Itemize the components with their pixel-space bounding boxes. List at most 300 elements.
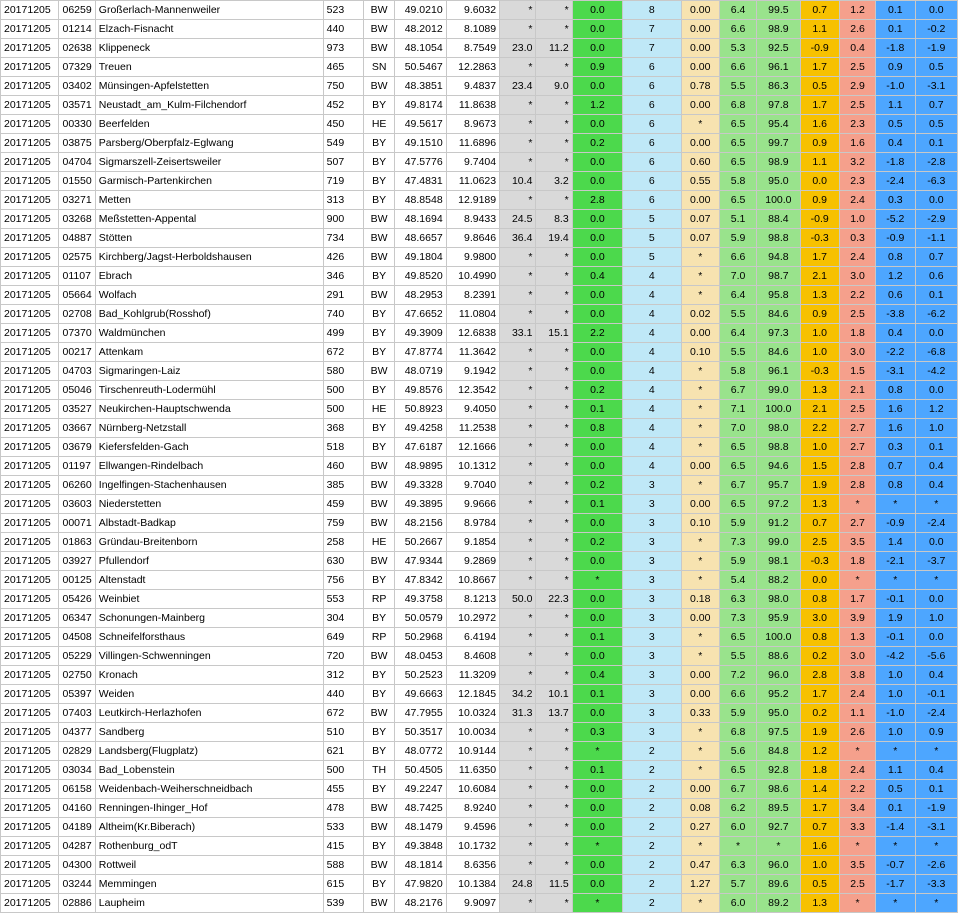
state-cell: BY — [364, 666, 395, 685]
state-cell: BY — [364, 419, 395, 438]
state-cell: BW — [364, 39, 395, 58]
amount-cell: 0.00 — [681, 495, 719, 514]
dew2-cell: -4.2 — [915, 362, 957, 381]
tmin-cell: 1.5 — [839, 362, 875, 381]
state-cell: BW — [364, 476, 395, 495]
longitude-cell: 10.1312 — [446, 457, 499, 476]
longitude-cell: 10.0034 — [446, 723, 499, 742]
longitude-cell: 10.4990 — [446, 267, 499, 286]
precip-cell: 0.0 — [572, 210, 622, 229]
days-cell: 3 — [623, 514, 681, 533]
latitude-cell: 48.1054 — [395, 39, 446, 58]
humidity-cell: 99.7 — [757, 134, 800, 153]
snow-depth-cell: * — [500, 20, 536, 39]
station-id-cell: 00125 — [59, 571, 95, 590]
snow-water-cell: * — [536, 723, 572, 742]
table-row — [1, 286, 958, 305]
tmin-cell: 2.7 — [839, 514, 875, 533]
tmin-cell: 3.9 — [839, 609, 875, 628]
snow-depth-cell: * — [500, 457, 536, 476]
amount-cell: * — [681, 400, 719, 419]
station-name-cell: Sandberg — [95, 723, 323, 742]
latitude-cell: 48.9895 — [395, 457, 446, 476]
snow-depth-cell: * — [500, 362, 536, 381]
table-row — [1, 248, 958, 267]
dew2-cell: 0.0 — [915, 191, 957, 210]
tmin-cell: 2.5 — [839, 58, 875, 77]
altitude-cell: 553 — [323, 590, 363, 609]
tmax-cell: 2.8 — [800, 666, 839, 685]
value1-cell: 6.5 — [719, 153, 756, 172]
state-cell: BW — [364, 1, 395, 20]
altitude-cell: 539 — [323, 894, 363, 913]
days-cell: 3 — [623, 495, 681, 514]
table-row — [1, 96, 958, 115]
station-id-cell: 03927 — [59, 552, 95, 571]
latitude-cell: 48.8548 — [395, 191, 446, 210]
days-cell: 4 — [623, 343, 681, 362]
dew2-cell: 0.4 — [915, 457, 957, 476]
station-id-cell: 03679 — [59, 438, 95, 457]
days-cell: 2 — [623, 875, 681, 894]
humidity-cell: 89.2 — [757, 894, 800, 913]
snow-depth-cell: * — [500, 191, 536, 210]
tmin-cell: 1.8 — [839, 552, 875, 571]
station-name-cell: Bad_Lobenstein — [95, 761, 323, 780]
date-cell: 20171205 — [1, 362, 59, 381]
dew2-cell: 0.0 — [915, 533, 957, 552]
date-cell: 20171205 — [1, 286, 59, 305]
altitude-cell: 523 — [323, 1, 363, 20]
snow-water-cell: 19.4 — [536, 229, 572, 248]
value1-cell: 6.5 — [719, 191, 756, 210]
days-cell: 4 — [623, 324, 681, 343]
dew1-cell: -2.1 — [876, 552, 915, 571]
tmax-cell: 2.5 — [800, 533, 839, 552]
precip-cell: 0.4 — [572, 666, 622, 685]
humidity-cell: 94.8 — [757, 248, 800, 267]
snow-water-cell: * — [536, 495, 572, 514]
tmax-cell: 0.5 — [800, 77, 839, 96]
date-cell: 20171205 — [1, 153, 59, 172]
snow-water-cell: 13.7 — [536, 704, 572, 723]
tmin-cell: 2.6 — [839, 20, 875, 39]
snow-depth-cell: * — [500, 267, 536, 286]
date-cell: 20171205 — [1, 343, 59, 362]
days-cell: 6 — [623, 96, 681, 115]
date-cell: 20171205 — [1, 476, 59, 495]
state-cell: BY — [364, 381, 395, 400]
days-cell: 3 — [623, 685, 681, 704]
days-cell: 4 — [623, 305, 681, 324]
altitude-cell: 500 — [323, 400, 363, 419]
longitude-cell: 9.9666 — [446, 495, 499, 514]
humidity-cell: 88.6 — [757, 647, 800, 666]
days-cell: 2 — [623, 761, 681, 780]
date-cell: 20171205 — [1, 20, 59, 39]
latitude-cell: 48.2012 — [395, 20, 446, 39]
latitude-cell: 49.3909 — [395, 324, 446, 343]
value1-cell: 5.8 — [719, 172, 756, 191]
dew2-cell: 1.2 — [915, 400, 957, 419]
table-row — [1, 609, 958, 628]
dew2-cell: 0.9 — [915, 723, 957, 742]
latitude-cell: 48.1694 — [395, 210, 446, 229]
state-cell: BY — [364, 723, 395, 742]
humidity-cell: 98.8 — [757, 229, 800, 248]
amount-cell: * — [681, 115, 719, 134]
tmin-cell: 3.0 — [839, 647, 875, 666]
dew2-cell: -6.2 — [915, 305, 957, 324]
table-row — [1, 780, 958, 799]
state-cell: BY — [364, 305, 395, 324]
dew1-cell: 0.3 — [876, 438, 915, 457]
dew1-cell: * — [876, 894, 915, 913]
latitude-cell: 49.8174 — [395, 96, 446, 115]
dew1-cell: -5.2 — [876, 210, 915, 229]
station-id-cell: 03667 — [59, 419, 95, 438]
precip-cell: 0.0 — [572, 457, 622, 476]
station-id-cell: 04189 — [59, 818, 95, 837]
tmax-cell: 1.3 — [800, 381, 839, 400]
dew1-cell: 0.1 — [876, 20, 915, 39]
dew1-cell: -3.1 — [876, 362, 915, 381]
snow-water-cell: * — [536, 58, 572, 77]
tmin-cell: 2.5 — [839, 305, 875, 324]
latitude-cell: 48.0772 — [395, 742, 446, 761]
precip-cell: 0.1 — [572, 400, 622, 419]
state-cell: BY — [364, 780, 395, 799]
humidity-cell: 96.0 — [757, 856, 800, 875]
value1-cell: 5.7 — [719, 875, 756, 894]
tmin-cell: 1.2 — [839, 1, 875, 20]
snow-water-cell: * — [536, 742, 572, 761]
tmin-cell: 2.3 — [839, 115, 875, 134]
station-id-cell: 02750 — [59, 666, 95, 685]
table-row — [1, 533, 958, 552]
value1-cell: 6.3 — [719, 590, 756, 609]
precip-cell: 0.0 — [572, 780, 622, 799]
dew2-cell: 0.4 — [915, 476, 957, 495]
date-cell: 20171205 — [1, 837, 59, 856]
dew2-cell: 0.5 — [915, 58, 957, 77]
days-cell: 4 — [623, 381, 681, 400]
dew2-cell: -2.4 — [915, 514, 957, 533]
altitude-cell: 649 — [323, 628, 363, 647]
longitude-cell: 9.9800 — [446, 248, 499, 267]
tmax-cell: 1.4 — [800, 780, 839, 799]
station-name-cell: Rottweil — [95, 856, 323, 875]
humidity-cell: 99.0 — [757, 533, 800, 552]
longitude-cell: 11.3642 — [446, 343, 499, 362]
humidity-cell: 98.7 — [757, 267, 800, 286]
snow-water-cell: * — [536, 856, 572, 875]
humidity-cell: 97.2 — [757, 495, 800, 514]
amount-cell: * — [681, 761, 719, 780]
humidity-cell: 98.6 — [757, 780, 800, 799]
altitude-cell: 549 — [323, 134, 363, 153]
latitude-cell: 49.3895 — [395, 495, 446, 514]
snow-depth-cell: 36.4 — [500, 229, 536, 248]
days-cell: 3 — [623, 590, 681, 609]
table-row — [1, 115, 958, 134]
snow-water-cell: * — [536, 400, 572, 419]
tmax-cell: 1.7 — [800, 58, 839, 77]
station-id-cell: 07403 — [59, 704, 95, 723]
station-id-cell: 03603 — [59, 495, 95, 514]
date-cell: 20171205 — [1, 419, 59, 438]
snow-water-cell: * — [536, 305, 572, 324]
dew1-cell: * — [876, 495, 915, 514]
date-cell: 20171205 — [1, 723, 59, 742]
value1-cell: 6.5 — [719, 495, 756, 514]
state-cell: BY — [364, 609, 395, 628]
amount-cell: * — [681, 267, 719, 286]
latitude-cell: 48.3851 — [395, 77, 446, 96]
snow-water-cell: * — [536, 533, 572, 552]
table-row — [1, 438, 958, 457]
amount-cell: * — [681, 742, 719, 761]
longitude-cell: 12.2863 — [446, 58, 499, 77]
dew1-cell: -1.0 — [876, 704, 915, 723]
days-cell: 2 — [623, 818, 681, 837]
tmax-cell: 1.6 — [800, 115, 839, 134]
snow-depth-cell: * — [500, 286, 536, 305]
days-cell: 3 — [623, 609, 681, 628]
date-cell: 20171205 — [1, 514, 59, 533]
dew1-cell: -0.1 — [876, 590, 915, 609]
amount-cell: 0.18 — [681, 590, 719, 609]
station-name-cell: Parsberg/Oberpfalz-Eglwang — [95, 134, 323, 153]
humidity-cell: 95.0 — [757, 704, 800, 723]
precip-cell: * — [572, 894, 622, 913]
table-row — [1, 476, 958, 495]
snow-depth-cell: * — [500, 856, 536, 875]
date-cell: 20171205 — [1, 647, 59, 666]
table-row — [1, 590, 958, 609]
days-cell: 7 — [623, 20, 681, 39]
amount-cell: 0.00 — [681, 324, 719, 343]
tmin-cell: 2.4 — [839, 248, 875, 267]
station-id-cell: 05664 — [59, 286, 95, 305]
dew1-cell: -1.7 — [876, 875, 915, 894]
snow-depth-cell: * — [500, 419, 536, 438]
days-cell: 6 — [623, 77, 681, 96]
tmax-cell: 2.1 — [800, 400, 839, 419]
station-id-cell: 06259 — [59, 1, 95, 20]
station-name-cell: Weiden — [95, 685, 323, 704]
station-name-cell: Niederstetten — [95, 495, 323, 514]
state-cell: BY — [364, 172, 395, 191]
humidity-cell: 98.8 — [757, 438, 800, 457]
table-row — [1, 1, 958, 20]
days-cell: 3 — [623, 704, 681, 723]
dew1-cell: 0.9 — [876, 58, 915, 77]
snow-depth-cell: 23.0 — [500, 39, 536, 58]
longitude-cell: 9.7404 — [446, 153, 499, 172]
amount-cell: * — [681, 476, 719, 495]
value1-cell: 6.8 — [719, 96, 756, 115]
state-cell: BY — [364, 324, 395, 343]
altitude-cell: 510 — [323, 723, 363, 742]
precip-cell: 0.1 — [572, 761, 622, 780]
value1-cell: 6.8 — [719, 723, 756, 742]
dew2-cell: 0.0 — [915, 324, 957, 343]
tmax-cell: 1.2 — [800, 742, 839, 761]
table-body — [1, 1, 958, 913]
state-cell: BW — [364, 362, 395, 381]
table-row — [1, 77, 958, 96]
dew1-cell: -3.8 — [876, 305, 915, 324]
amount-cell: 0.00 — [681, 685, 719, 704]
humidity-cell: 100.0 — [757, 400, 800, 419]
snow-water-cell: 22.3 — [536, 590, 572, 609]
latitude-cell: 50.3517 — [395, 723, 446, 742]
amount-cell: 0.00 — [681, 666, 719, 685]
humidity-cell: 99.0 — [757, 381, 800, 400]
station-name-cell: Klippeneck — [95, 39, 323, 58]
dew2-cell: -3.1 — [915, 77, 957, 96]
snow-depth-cell: 24.5 — [500, 210, 536, 229]
dew2-cell: 0.0 — [915, 590, 957, 609]
precip-cell: 0.9 — [572, 58, 622, 77]
tmax-cell: 0.7 — [800, 818, 839, 837]
table-row — [1, 495, 958, 514]
state-cell: BY — [364, 267, 395, 286]
snow-depth-cell: * — [500, 799, 536, 818]
value1-cell: 7.3 — [719, 609, 756, 628]
dew2-cell: -1.1 — [915, 229, 957, 248]
state-cell: BY — [364, 438, 395, 457]
station-id-cell: 06260 — [59, 476, 95, 495]
station-name-cell: Ingelfingen-Stachenhausen — [95, 476, 323, 495]
value1-cell: 6.5 — [719, 761, 756, 780]
table-row — [1, 666, 958, 685]
humidity-cell: 98.9 — [757, 20, 800, 39]
humidity-cell: 98.1 — [757, 552, 800, 571]
longitude-cell: 9.2869 — [446, 552, 499, 571]
date-cell: 20171205 — [1, 115, 59, 134]
tmax-cell: 0.9 — [800, 305, 839, 324]
value1-cell: 6.6 — [719, 20, 756, 39]
snow-depth-cell: * — [500, 115, 536, 134]
date-cell: 20171205 — [1, 628, 59, 647]
tmax-cell: 1.7 — [800, 96, 839, 115]
snow-water-cell: * — [536, 837, 572, 856]
table-row — [1, 324, 958, 343]
station-id-cell: 04704 — [59, 153, 95, 172]
value1-cell: 6.2 — [719, 799, 756, 818]
days-cell: 2 — [623, 856, 681, 875]
tmax-cell: 0.9 — [800, 134, 839, 153]
value1-cell: 7.1 — [719, 400, 756, 419]
snow-depth-cell: * — [500, 305, 536, 324]
longitude-cell: 9.6032 — [446, 1, 499, 20]
station-name-cell: Pfullendorf — [95, 552, 323, 571]
longitude-cell: 8.9240 — [446, 799, 499, 818]
tmin-cell: 1.3 — [839, 628, 875, 647]
amount-cell: 0.00 — [681, 39, 719, 58]
latitude-cell: 50.5467 — [395, 58, 446, 77]
table-row — [1, 172, 958, 191]
value1-cell: 6.3 — [719, 856, 756, 875]
days-cell: 4 — [623, 419, 681, 438]
altitude-cell: 450 — [323, 115, 363, 134]
precip-cell: 0.2 — [572, 381, 622, 400]
station-name-cell: Münsingen-Apfelstetten — [95, 77, 323, 96]
dew2-cell: * — [915, 495, 957, 514]
station-name-cell: Garmisch-Partenkirchen — [95, 172, 323, 191]
humidity-cell: 98.9 — [757, 153, 800, 172]
station-id-cell: 00071 — [59, 514, 95, 533]
snow-depth-cell: 24.8 — [500, 875, 536, 894]
dew1-cell: 1.0 — [876, 666, 915, 685]
station-name-cell: Landsberg(Flugplatz) — [95, 742, 323, 761]
longitude-cell: 9.9097 — [446, 894, 499, 913]
tmin-cell: 1.8 — [839, 324, 875, 343]
amount-cell: * — [681, 419, 719, 438]
days-cell: 5 — [623, 248, 681, 267]
table-row — [1, 818, 958, 837]
date-cell: 20171205 — [1, 210, 59, 229]
date-cell: 20171205 — [1, 495, 59, 514]
tmin-cell: 2.2 — [839, 286, 875, 305]
latitude-cell: 49.1510 — [395, 134, 446, 153]
dew2-cell: -3.3 — [915, 875, 957, 894]
state-cell: HE — [364, 400, 395, 419]
state-cell: BY — [364, 875, 395, 894]
value1-cell: 6.0 — [719, 894, 756, 913]
latitude-cell: 48.2953 — [395, 286, 446, 305]
amount-cell: * — [681, 837, 719, 856]
station-name-cell: Ebrach — [95, 267, 323, 286]
tmin-cell: 2.4 — [839, 685, 875, 704]
amount-cell: 0.60 — [681, 153, 719, 172]
snow-depth-cell: 34.2 — [500, 685, 536, 704]
value1-cell: 6.6 — [719, 58, 756, 77]
dew2-cell: 0.4 — [915, 666, 957, 685]
station-id-cell: 03244 — [59, 875, 95, 894]
altitude-cell: 672 — [323, 704, 363, 723]
humidity-cell: 95.2 — [757, 685, 800, 704]
precip-cell: 0.0 — [572, 39, 622, 58]
days-cell: 4 — [623, 362, 681, 381]
station-id-cell: 03034 — [59, 761, 95, 780]
snow-depth-cell: * — [500, 742, 536, 761]
date-cell: 20171205 — [1, 590, 59, 609]
snow-water-cell: * — [536, 666, 572, 685]
latitude-cell: 49.0210 — [395, 1, 446, 20]
altitude-cell: 478 — [323, 799, 363, 818]
dew1-cell: -0.9 — [876, 514, 915, 533]
date-cell: 20171205 — [1, 77, 59, 96]
amount-cell: * — [681, 894, 719, 913]
days-cell: 3 — [623, 476, 681, 495]
dew1-cell: -1.4 — [876, 818, 915, 837]
longitude-cell: 11.8638 — [446, 96, 499, 115]
station-id-cell: 05397 — [59, 685, 95, 704]
state-cell: BW — [364, 229, 395, 248]
tmin-cell: 3.5 — [839, 856, 875, 875]
value1-cell: * — [719, 837, 756, 856]
dew2-cell: 0.6 — [915, 267, 957, 286]
tmax-cell: 1.1 — [800, 20, 839, 39]
value1-cell: 6.5 — [719, 115, 756, 134]
date-cell: 20171205 — [1, 229, 59, 248]
snow-water-cell: * — [536, 780, 572, 799]
dew1-cell: 0.8 — [876, 381, 915, 400]
station-name-cell: Villingen-Schwenningen — [95, 647, 323, 666]
